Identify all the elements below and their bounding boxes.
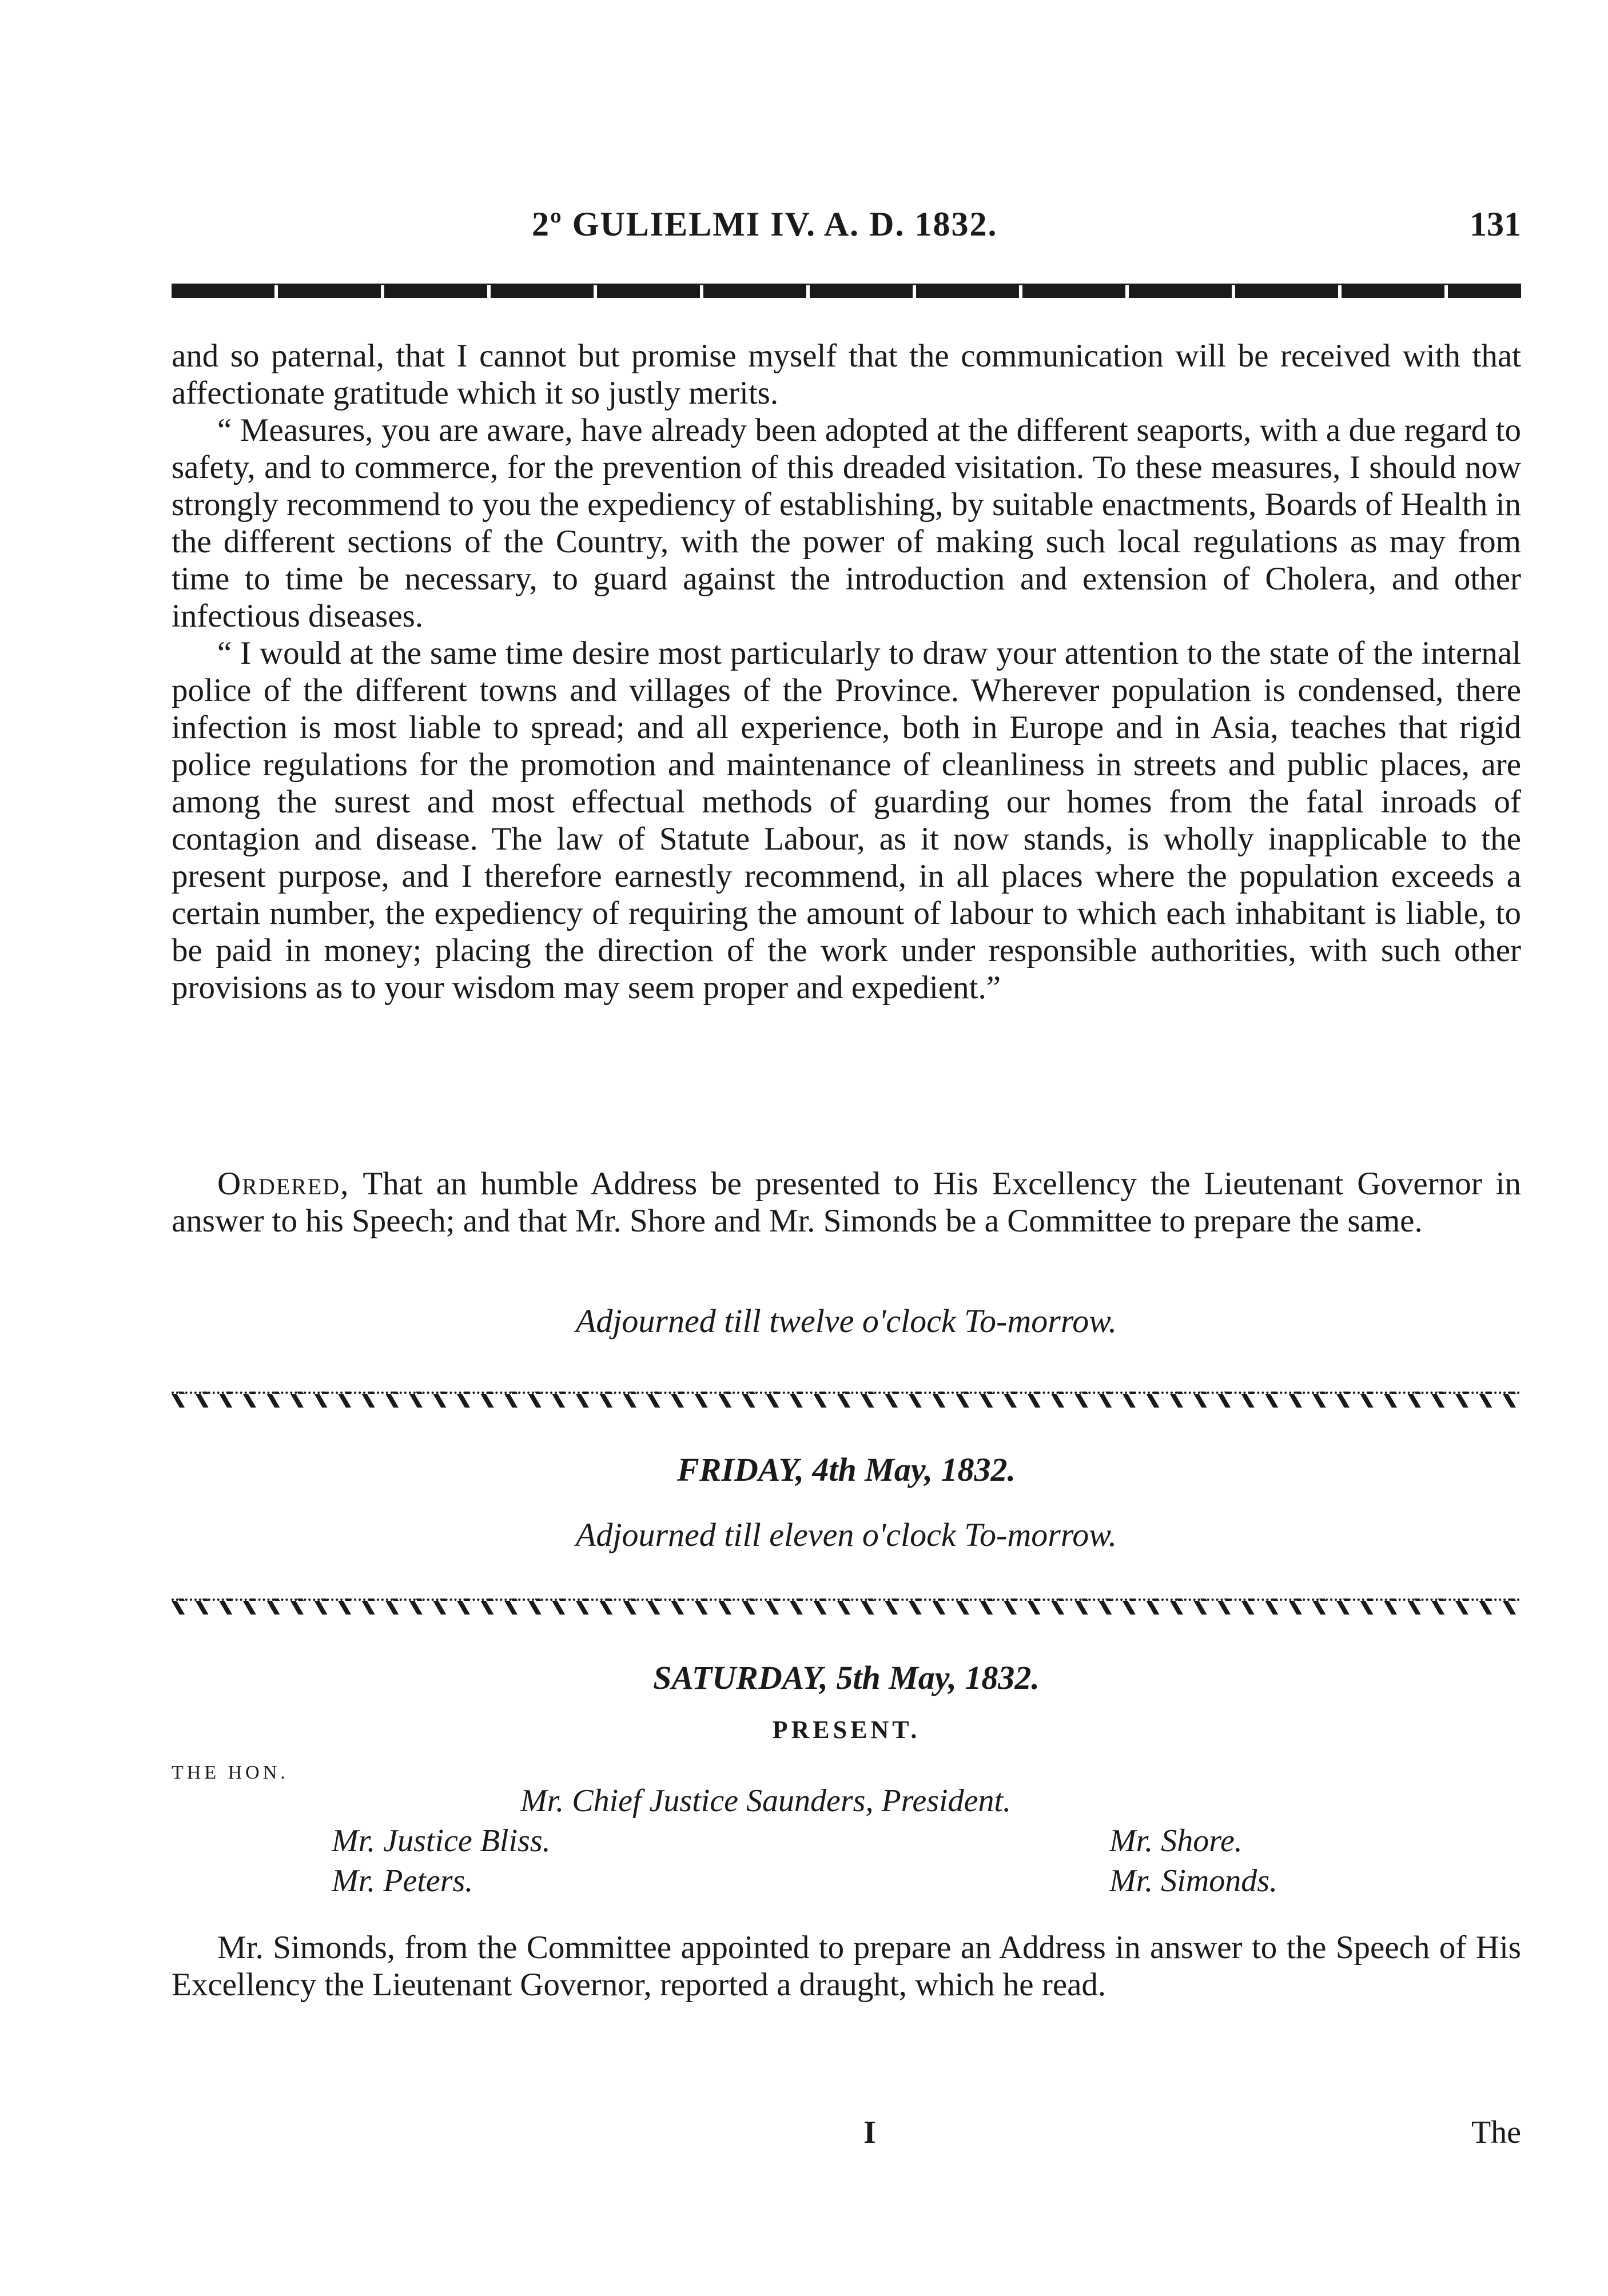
header-rule: [172, 284, 1521, 298]
saturday-date: SATURDAY, 5th May, 1832.: [653, 1659, 1040, 1696]
ordered-lead: Ordered,: [217, 1166, 350, 1202]
running-title: 2º GULIELMI IV. A. D. 1832.: [532, 205, 998, 243]
order-text: That an humble Address be presented to His Excellency the Lieutenant Governor in answer to his Speech; and that Mr. Shore and Mr. Simonds be a Committee to prepare the same.: [172, 1166, 1521, 1239]
present-label: PRESENT.: [772, 1716, 921, 1744]
order-paragraph: [172, 1165, 1521, 1239]
member-simonds: Mr. Simonds.: [1109, 1863, 1278, 1899]
catchword: The: [1471, 2115, 1521, 2150]
section-divider-2: [172, 1599, 1521, 1615]
member-president: Mr. Chief Justice Saunders, President.: [520, 1783, 1012, 1819]
section-divider-1: [172, 1392, 1521, 1408]
friday-date: FRIDAY, 4th May, 1832.: [677, 1451, 1016, 1488]
speech-paragraph-1: and so paternal, that I cannot but promise myself that the communication will be received with that affectionate gratitude which it so justly merits.: [172, 338, 1521, 411]
hon-label: THE HON.: [172, 1762, 289, 1783]
member-bliss: Mr. Justice Bliss.: [332, 1823, 551, 1859]
member-peters: Mr. Peters.: [332, 1863, 473, 1899]
member-shore: Mr. Shore.: [1109, 1823, 1243, 1859]
adjourn-twelve: Adjourned till twelve o'clock To-morrow.: [575, 1302, 1117, 1340]
speech-paragraph-3: “ I would at the same time desire most particularly to draw your attention to the state of the internal police of the different towns and villages of the Province. Wherever population is condensed, there infection is most liable to spread; and all experience, both in Europe and in Asia, teaches that rigid police regulations for the promotion and maintenance of cleanliness in streets and public places, are among the surest and most effectual methods of guarding our homes from the fatal inroads of contagion and disease. The law of Statute Labour, as it now stands, is wholly inapplicable to the present purpose, and I therefore earnestly recommend, in all places where the population exceeds a certain number, the expediency of requiring the amount of labour to which each inhabitant is liable, to be paid in money; placing the direction of the work under responsible authorities, with such other provisions as to your wisdom may seem proper and expedient.”: [172, 635, 1521, 1006]
page-number: 131: [1470, 205, 1521, 243]
speech-text: [172, 337, 1521, 1006]
running-head: [172, 205, 1521, 250]
signature-mark: I: [863, 2115, 876, 2150]
report-text: Mr. Simonds, from the Committee appointed to prepare an Address in answer to the Speech of His Excellency the Lieutenant Governor, reported a draught, which he read.: [172, 1930, 1521, 2003]
report-paragraph: [172, 1929, 1521, 2003]
adjourn-eleven: Adjourned till eleven o'clock To-morrow.: [575, 1516, 1117, 1553]
speech-paragraph-2: “ Measures, you are aware, have already been adopted at the different seaports, with a due regard to safety, and to commerce, for the prevention of this dreaded visitation. To these measures, I should now strongly recommend to you the expediency of establishing, by suitable enactments, Boards of Health in the different sections of the Country, with the power of making such local regulations as may from time to time be necessary, to guard against the introduction and extension of Cholera, and other infectious diseases.: [172, 412, 1521, 634]
